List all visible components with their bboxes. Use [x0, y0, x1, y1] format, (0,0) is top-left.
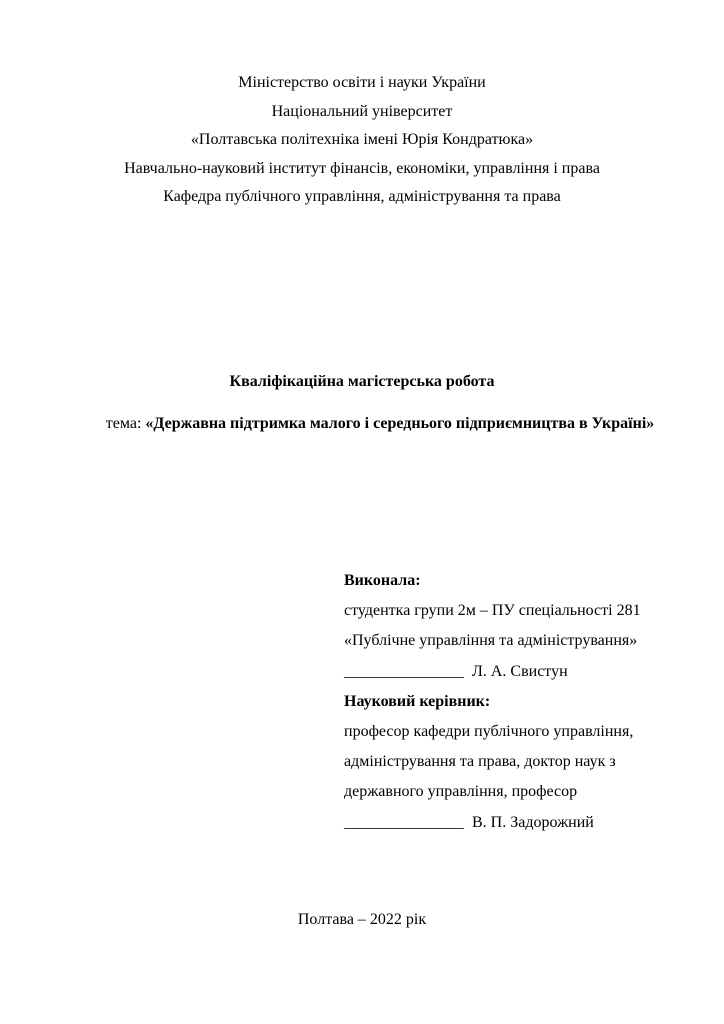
performer-signature-line: _______________: [344, 662, 464, 680]
department-name: Кафедра публічного управління, адміністрування та права: [163, 188, 561, 205]
place-and-year: Полтава – 2022 рік: [297, 911, 427, 928]
performer-heading: Виконала:: [344, 572, 421, 589]
signature-block: [344, 566, 714, 838]
performer-name: Л. А. Свистун: [472, 662, 568, 680]
ministry-name: Міністерство освіти і науки України: [238, 74, 486, 91]
supervisor-signature-row: [344, 808, 714, 838]
topic-title: «Державна підтримка малого і середнього підприємництва в Україні»: [145, 415, 655, 432]
supervisor-name: В. П. Задорожний: [472, 813, 594, 831]
institute-name: Навчально-науковий інститут фінансів, економіки, управління і права: [124, 159, 600, 177]
institution-header: [0, 69, 724, 212]
supervisor-position-line3: державного управління, професор: [344, 783, 578, 801]
university-name: Національний університет: [271, 102, 453, 120]
university-full-name: «Полтавська політехніка імені Юрія Кондратюка»: [190, 131, 534, 148]
supervisor-position-line1: професор кафедри публічного управління,: [344, 723, 634, 741]
performer-group: студентка групи 2м – ПУ спеціальності 281: [344, 602, 641, 620]
work-type: Кваліфікаційна магістерська робота: [229, 373, 495, 390]
supervisor-signature-line: _______________: [344, 813, 464, 831]
topic-label: тема:: [105, 415, 146, 432]
performer-specialty: «Публічне управління та адміністрування»: [344, 632, 638, 650]
supervisor-heading: Науковий керівник:: [344, 692, 491, 710]
supervisor-position-line2: адміністрування та права, доктор наук з: [344, 753, 616, 771]
work-topic: [100, 410, 660, 438]
performer-signature-row: [344, 657, 714, 687]
